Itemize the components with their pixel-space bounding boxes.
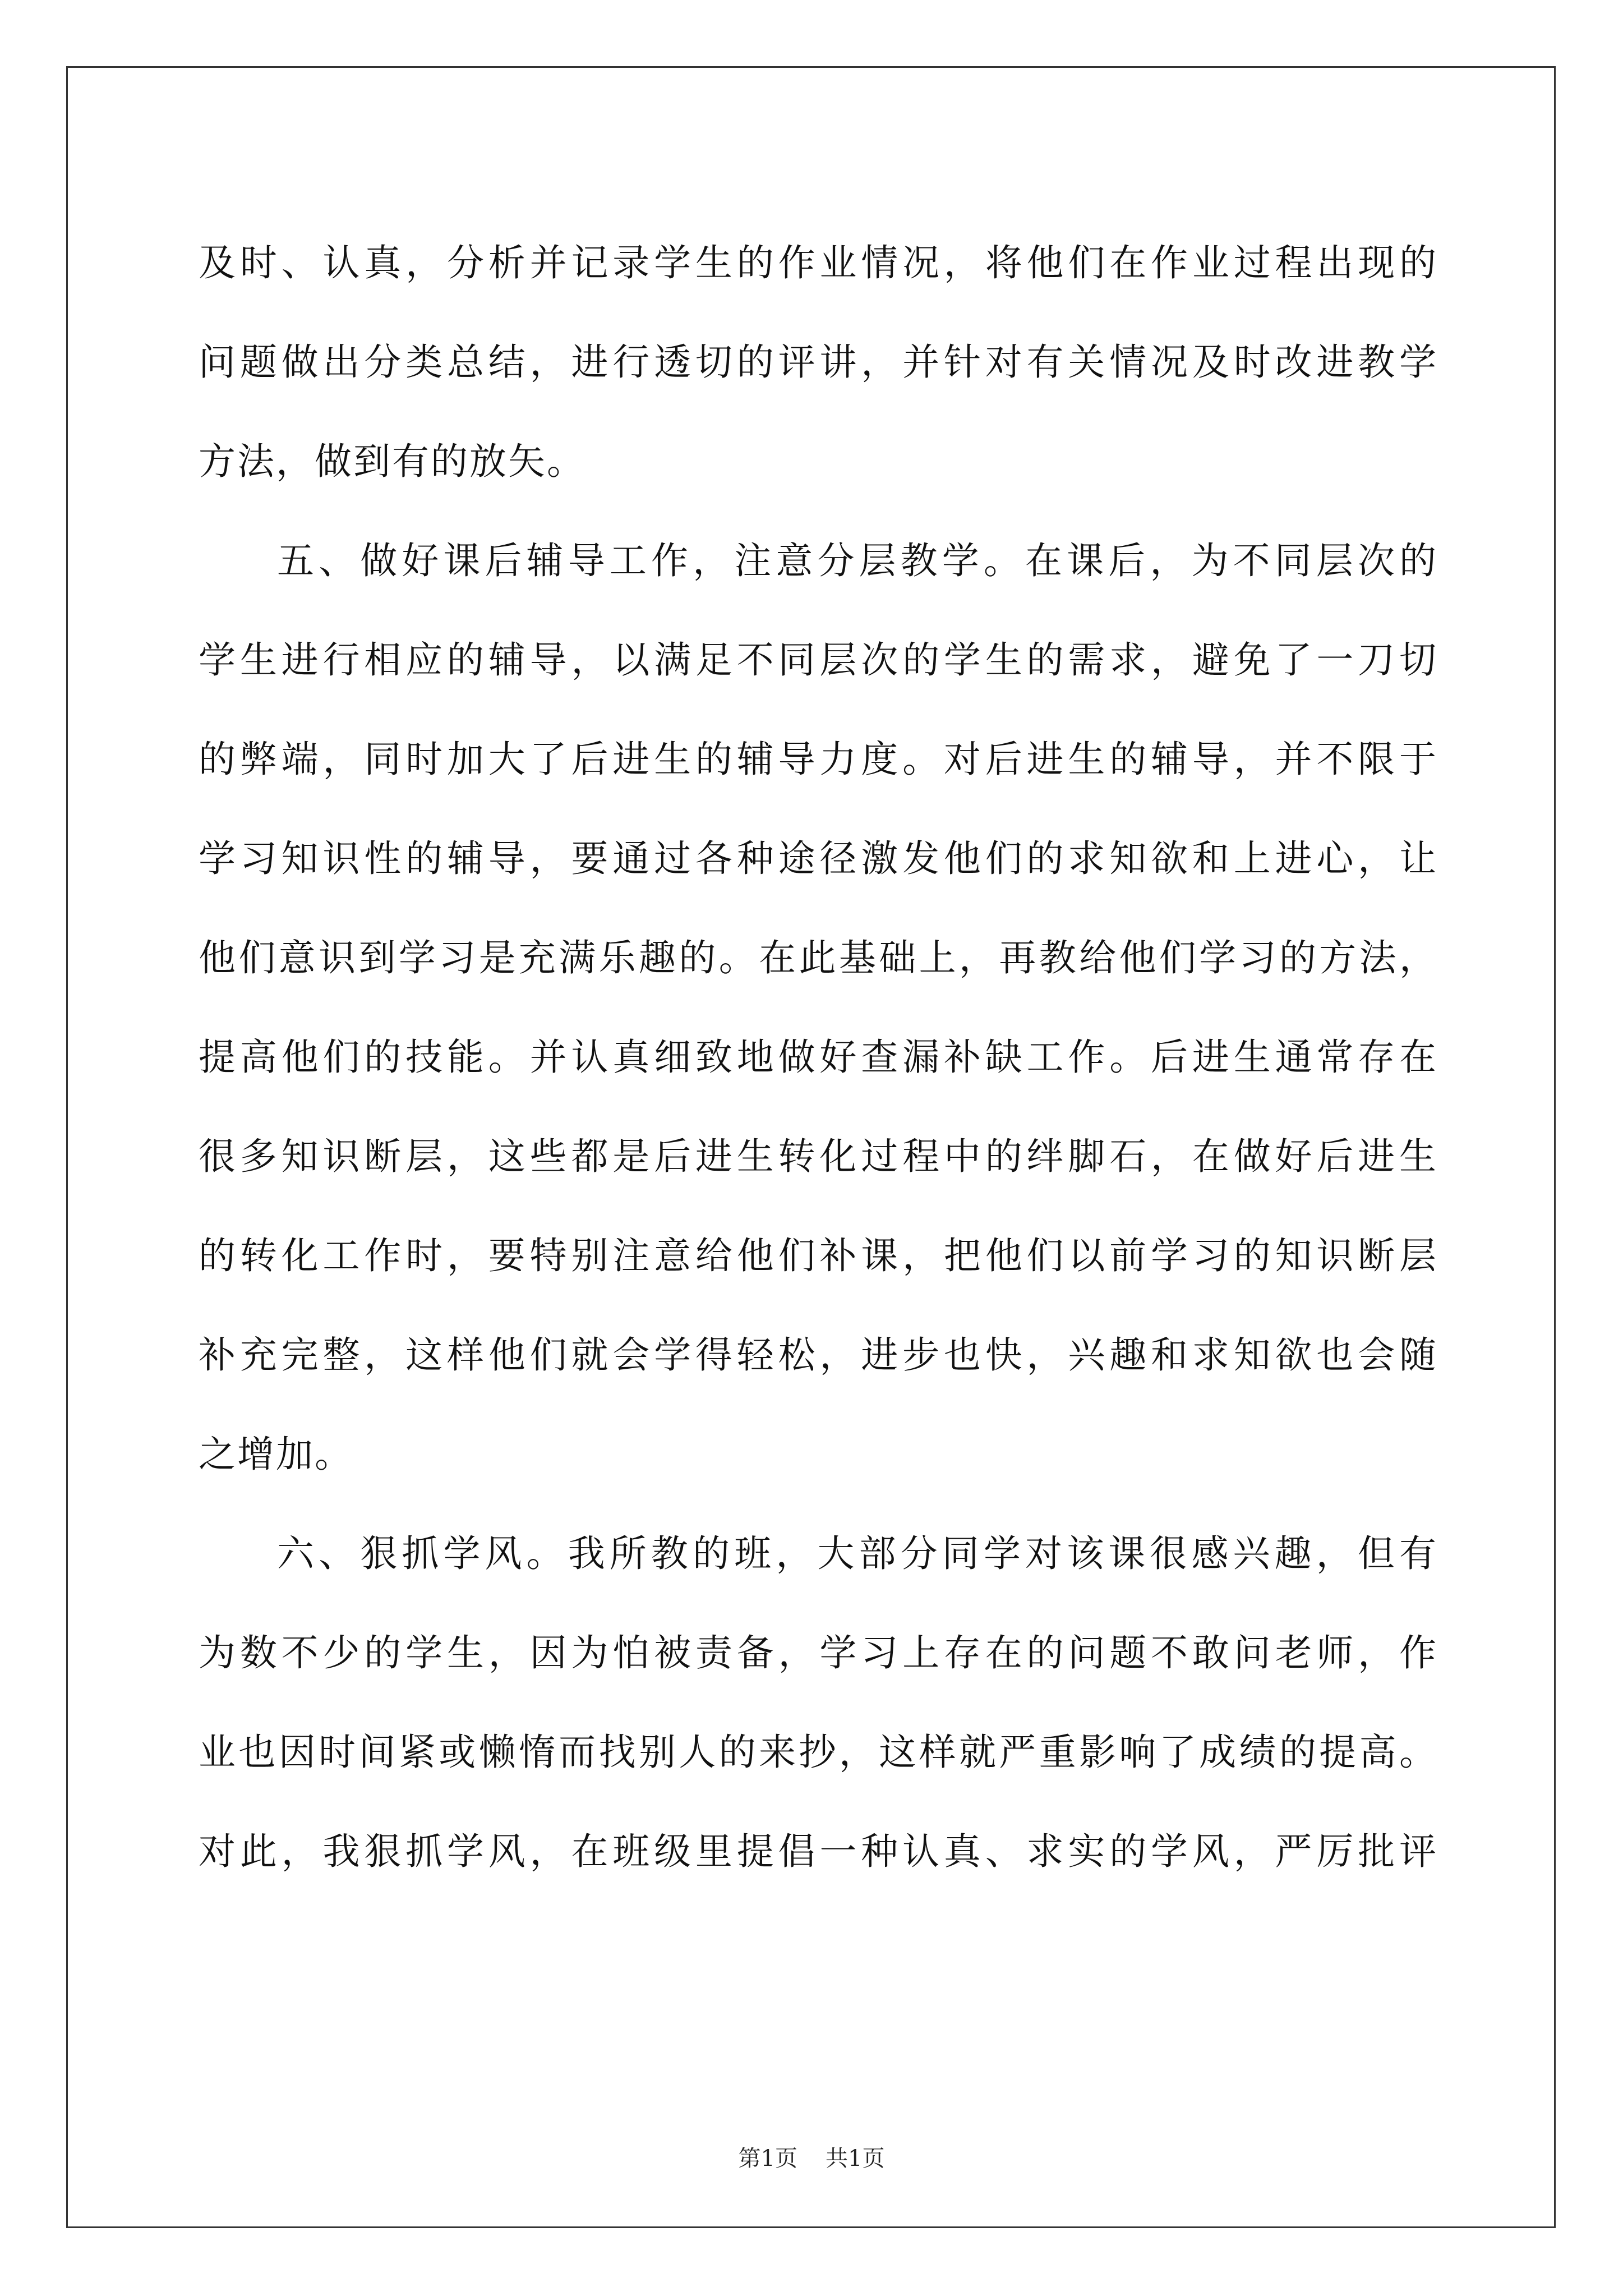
page-number-current: 第1页 [738,2146,797,2171]
text-line-2: 问题做出分类总结，进行透切的评讲，并针对有关情况及时改进教学 [199,341,1438,384]
text-line-5: 学生进行相应的辅导，以满足不同层次的学生的需求，避免了一刀切 [199,638,1438,682]
page-footer [0,2142,1623,2175]
text-line-10: 很多知识断层，这些都是后进生转化过程中的绊脚石，在做好后进生 [199,1135,1438,1178]
text-line-13: 之增加。 [199,1433,353,1476]
page-number-total: 共1页 [826,2146,885,2171]
text-line-14: 六、狠抓学风。我所教的班，大部分同学对该课很感兴趣，但有 [277,1532,1438,1575]
text-line-1: 及时、认真，分析并记录学生的作业情况，将他们在作业过程出现的 [199,241,1438,284]
text-line-9: 提高他们的技能。并认真细致地做好查漏补缺工作。后进生通常存在 [199,1036,1438,1079]
text-line-12: 补充完整，这样他们就会学得轻松，进步也快，兴趣和求知欲也会随 [199,1333,1438,1377]
text-line-3: 方法，做到有的放矢。 [199,440,585,483]
text-line-15: 为数不少的学生，因为怕被责备，学习上存在的问题不敢问老师，作 [199,1631,1438,1674]
text-line-7: 学习知识性的辅导，要通过各种途径激发他们的求知欲和上进心，让 [199,837,1438,880]
text-line-8: 他们意识到学习是充满乐趣的。在此基础上，再教给他们学习的方法， [199,936,1438,979]
document-body [199,213,1438,1901]
text-line-4: 五、做好课后辅导工作，注意分层教学。在课后，为不同层次的 [277,539,1438,582]
text-line-16: 业也因时间紧或懒惰而找别人的来抄，这样就严重影响了成绩的提高。 [199,1731,1438,1774]
text-line-6: 的弊端，同时加大了后进生的辅导力度。对后进生的辅导，并不限于 [199,738,1438,781]
text-line-11: 的转化工作时，要特别注意给他们补课，把他们以前学习的知识断层 [199,1234,1438,1277]
text-line-17: 对此，我狠抓学风，在班级里提倡一种认真、求实的学风，严厉批评 [199,1830,1438,1873]
